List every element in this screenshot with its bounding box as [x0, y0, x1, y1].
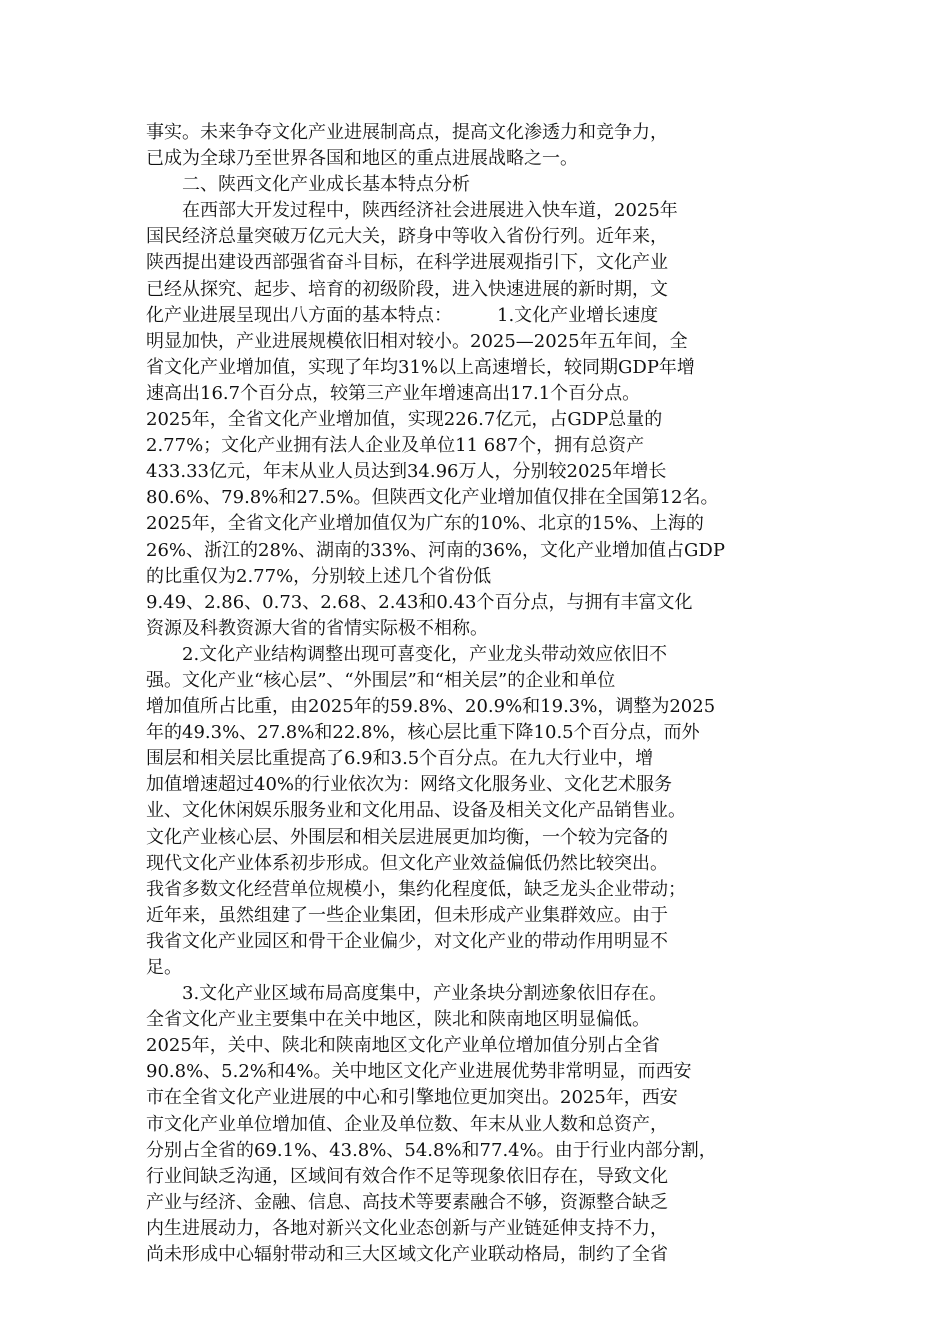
text-line: 近年来，虽然组建了一些企业集团，但未形成产业集群效应。由于	[146, 904, 668, 926]
text-line: 省文化产业增加值，实现了年均31%以上高速增长，较同期GDP年增	[146, 356, 695, 378]
text-line: 2.77%；文化产业拥有法人企业及单位11 687个，拥有总资产	[146, 435, 645, 457]
text-line: 加值增速超过40%的行业依次为：网络文化服务业、文化艺术服务	[146, 774, 673, 796]
text-line: 事实。未来争夺文化产业进展制高点，提高文化渗透力和竞争力，	[146, 122, 668, 143]
text-line: 市在全省文化产业进展的中心和引擎地位更加突出。2025年，西安	[146, 1087, 678, 1109]
text-line: 速高出16.7个百分点，较第三产业年增速高出17.1个百分点。	[146, 382, 641, 404]
text-line: 足。	[146, 957, 182, 978]
text-line: 文化产业核心层、外围层和相关层进展更加均衡，一个较为完备的	[146, 826, 668, 848]
text-line: 90.8%、5.2%和4%。关中地区文化产业进展优势非常明显，而西安	[146, 1061, 692, 1083]
text-line: 2025年，关中、陕北和陕南地区文化产业单位增加值分别占全省	[146, 1035, 660, 1057]
text-line: 年的49.3%、27.8%和22.8%，核心层比重下降10.5个百分点，而外	[146, 722, 700, 744]
text-line: 我省多数文化经营单位规模小，集约化程度低，缺乏龙头企业带动；	[146, 878, 686, 900]
text-line: 现代文化产业体系初步形成。但文化产业效益偏低仍然比较突出。	[146, 852, 668, 874]
text-line: 市文化产业单位增加值、企业及单位数、年末从业人数和总资产，	[146, 1113, 668, 1135]
text-line: 化产业进展呈现出八方面的基本特点： 1.文化产业增长速度	[146, 304, 659, 326]
text-line: 2.文化产业结构调整出现可喜变化，产业龙头带动效应依旧不	[146, 643, 668, 665]
text-line: 3.文化产业区域布局高度集中，产业条块分割迹象依旧存在。	[146, 983, 668, 1005]
text-line: 分别占全省的69.1%、43.8%、54.8%和77.4%。由于行业内部分割，	[146, 1139, 717, 1161]
text-line: 明显加快，产业进展规模依旧相对较小。2025—2025年五年间，全	[146, 330, 688, 352]
text-line: 尚未形成中心辐射带动和三大区域文化产业联动格局，制约了全省	[146, 1244, 668, 1266]
text-line: 9.49、2.86、0.73、2.68、2.43和0.43个百分点，与拥有丰富文化	[146, 591, 693, 613]
text-line: 2025年，全省文化产业增加值，实现226.7亿元，占GDP总量的	[146, 409, 663, 431]
text-line: 陕西提出建设西部强省奋斗目标，在科学进展观指引下，文化产业	[146, 252, 668, 274]
text-line: 资源及科教资源大省的省情实际极不相称。	[146, 617, 488, 639]
text-line: 内生进展动力，各地对新兴文化业态创新与产业链延伸支持不力，	[146, 1217, 668, 1239]
text-line: 2025年，全省文化产业增加值仅为广东的10%、北京的15%、上海的	[146, 513, 704, 535]
text-line: 26%、浙江的28%、湖南的33%、河南的36%，文化产业增加值占GDP	[146, 539, 725, 561]
text-line: 已经从探究、起步、培育的初级阶段，进入快速进展的新时期，文	[146, 278, 668, 300]
text-line: 433.33亿元，年末从业人员达到34.96万人，分别较2025年增长	[146, 461, 667, 483]
document-body	[146, 120, 806, 1268]
text-line: 产业与经济、金融、信息、高技术等要素融合不够，资源整合缺乏	[146, 1191, 668, 1213]
text-line: 业、文化休闲娱乐服务业和文化用品、设备及相关文化产品销售业。	[146, 800, 686, 822]
text-line: 80.6%、79.8%和27.5%。但陕西文化产业增加值仅排在全国第12名。	[146, 487, 719, 509]
text-line: 围层和相关层比重提高了6.9和3.5个百分点。在九大行业中，增	[146, 748, 654, 770]
text-line: 强。文化产业“核心层”、“外围层”和“相关层”的企业和单位	[146, 669, 616, 691]
text-line: 二、陕西文化产业成长基本特点分析	[146, 174, 470, 196]
text-line: 行业间缺乏沟通，区域间有效合作不足等现象依旧存在，导致文化	[146, 1165, 668, 1187]
text-line: 的比重仅为2.77%，分别较上述几个省份低	[146, 565, 492, 587]
text-line: 国民经济总量突破万亿元大关，跻身中等收入省份行列。近年来，	[146, 226, 668, 248]
text-line: 已成为全球乃至世界各国和地区的重点进展战略之一。	[146, 148, 578, 170]
text-line: 全省文化产业主要集中在关中地区，陕北和陕南地区明显偏低。	[146, 1009, 650, 1031]
text-line: 增加值所占比重，由2025年的59.8%、20.9%和19.3%，调整为2025	[146, 696, 716, 718]
text-line: 我省文化产业园区和骨干企业偏少，对文化产业的带动作用明显不	[146, 930, 668, 952]
text-line: 在西部大开发过程中，陕西经济社会进展进入快车道，2025年	[146, 200, 678, 222]
